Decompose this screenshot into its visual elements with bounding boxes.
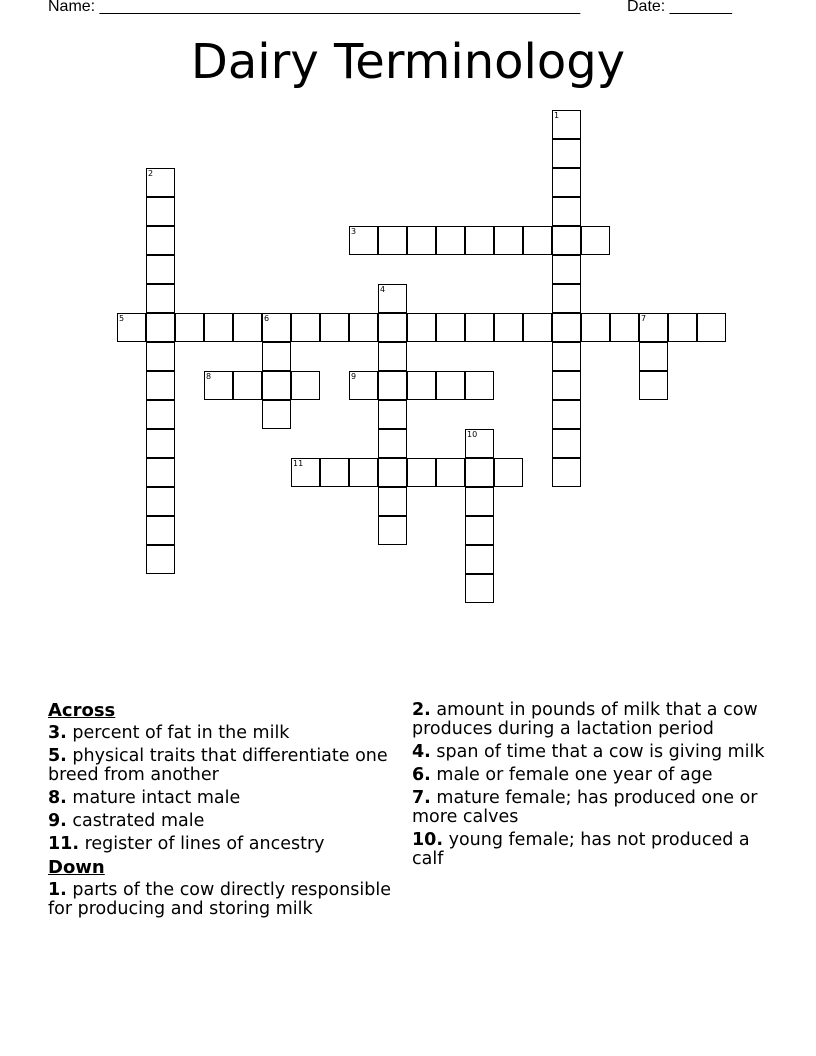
grid-cell[interactable]: [146, 516, 175, 545]
cell-number: 10: [467, 430, 478, 439]
grid-cell[interactable]: [378, 342, 407, 371]
clue-number: 11.: [48, 834, 80, 854]
grid-cell[interactable]: [320, 313, 349, 342]
grid-cell[interactable]: [146, 168, 175, 197]
grid-cell[interactable]: [378, 429, 407, 458]
grid-cell[interactable]: [349, 458, 378, 487]
clue-number: 3.: [48, 723, 67, 743]
date-line: Date: _______: [627, 0, 732, 15]
grid-cell[interactable]: [146, 342, 175, 371]
grid-cell[interactable]: [407, 371, 436, 400]
clue-text: young female; has not produced a calf: [412, 830, 750, 869]
grid-cell[interactable]: [552, 255, 581, 284]
grid-cell[interactable]: [146, 429, 175, 458]
clue-number: 1.: [48, 880, 67, 900]
grid-cell[interactable]: [465, 458, 494, 487]
grid-cell[interactable]: [523, 313, 552, 342]
grid-cell[interactable]: [262, 342, 291, 371]
grid-cell[interactable]: [668, 313, 697, 342]
grid-cell[interactable]: [378, 226, 407, 255]
clue-down-6: [412, 766, 777, 785]
clues-left-column: [48, 701, 393, 923]
grid-cell[interactable]: [175, 313, 204, 342]
grid-cell[interactable]: [494, 226, 523, 255]
grid-cell[interactable]: [552, 313, 581, 342]
grid-cell[interactable]: [465, 516, 494, 545]
clue-down-1: [48, 881, 393, 919]
grid-cell[interactable]: [146, 197, 175, 226]
grid-cell[interactable]: [378, 313, 407, 342]
grid-cell[interactable]: [407, 226, 436, 255]
grid-cell[interactable]: [581, 226, 610, 255]
clue-down-10: [412, 831, 777, 869]
grid-cell[interactable]: [233, 371, 262, 400]
cell-number: 8: [206, 372, 212, 381]
grid-cell[interactable]: [378, 400, 407, 429]
grid-cell[interactable]: [465, 429, 494, 458]
grid-cell[interactable]: [291, 371, 320, 400]
grid-cell[interactable]: [146, 226, 175, 255]
grid-cell[interactable]: [349, 371, 378, 400]
grid-cell[interactable]: [204, 313, 233, 342]
grid-cell[interactable]: [146, 313, 175, 342]
grid-cell[interactable]: [552, 226, 581, 255]
grid-cell[interactable]: [639, 313, 668, 342]
cell-number: 1: [554, 111, 560, 120]
grid-cell[interactable]: [146, 400, 175, 429]
clue-number: 4.: [412, 742, 431, 762]
grid-cell[interactable]: [349, 226, 378, 255]
grid-cell[interactable]: [465, 545, 494, 574]
clue-text: mature female; has produced one or more calves: [412, 788, 758, 827]
grid-cell[interactable]: [291, 313, 320, 342]
grid-cell[interactable]: [581, 313, 610, 342]
clue-across-8: [48, 789, 393, 808]
grid-cell[interactable]: [465, 371, 494, 400]
across-heading: Across: [48, 700, 116, 721]
cell-number: 3: [351, 227, 357, 236]
grid-cell[interactable]: [436, 458, 465, 487]
grid-cell[interactable]: [146, 255, 175, 284]
grid-cell[interactable]: [552, 284, 581, 313]
grid-cell[interactable]: [378, 458, 407, 487]
cell-number: 11: [293, 459, 304, 468]
clue-across-11: [48, 835, 393, 854]
cell-number: 2: [148, 169, 154, 178]
clue-number: 7.: [412, 788, 431, 808]
grid-cell[interactable]: [378, 371, 407, 400]
grid-cell[interactable]: [552, 342, 581, 371]
grid-cell[interactable]: [262, 313, 291, 342]
clue-number: 2.: [412, 700, 431, 720]
grid-cell[interactable]: [465, 487, 494, 516]
grid-cell[interactable]: [146, 371, 175, 400]
clue-text: mature intact male: [72, 788, 241, 808]
grid-cell[interactable]: [494, 458, 523, 487]
clue-number: 6.: [412, 765, 431, 785]
name-line: Name: ______________________________________________________: [48, 0, 581, 15]
clue-text: amount in pounds of milk that a cow produces during a lactation period: [412, 700, 758, 739]
cell-number: 7: [641, 314, 647, 323]
grid-cell[interactable]: [262, 400, 291, 429]
grid-cell[interactable]: [552, 371, 581, 400]
grid-cell[interactable]: [146, 458, 175, 487]
grid-cell[interactable]: [262, 371, 291, 400]
grid-cell[interactable]: [233, 313, 262, 342]
cell-number: 9: [351, 372, 357, 381]
grid-cell[interactable]: [146, 487, 175, 516]
grid-cell[interactable]: [291, 458, 320, 487]
clue-text: register of lines of ancestry: [84, 834, 325, 854]
grid-cell[interactable]: [436, 226, 465, 255]
grid-cell[interactable]: [639, 371, 668, 400]
clue-text: span of time that a cow is giving milk: [436, 742, 765, 762]
clues-section: [48, 701, 788, 1001]
grid-cell[interactable]: [378, 284, 407, 313]
grid-cell[interactable]: [465, 226, 494, 255]
grid-cell[interactable]: [552, 429, 581, 458]
clue-text: parts of the cow directly responsible for producing and storing milk: [48, 880, 392, 919]
clue-down-7: [412, 789, 777, 827]
clue-text: male or female one year of age: [436, 765, 713, 785]
grid-cell[interactable]: [552, 400, 581, 429]
grid-cell[interactable]: [494, 313, 523, 342]
grid-cell[interactable]: [436, 313, 465, 342]
cell-number: 6: [264, 314, 270, 323]
grid-cell[interactable]: [639, 342, 668, 371]
clue-number: 8.: [48, 788, 67, 808]
grid-cell[interactable]: [407, 458, 436, 487]
grid-cell[interactable]: [146, 545, 175, 574]
clue-text: percent of fat in the milk: [72, 723, 290, 743]
grid-cell[interactable]: [378, 516, 407, 545]
grid-cell[interactable]: [436, 371, 465, 400]
cell-number: 5: [119, 314, 125, 323]
clue-text: castrated male: [72, 811, 205, 831]
grid-cell[interactable]: [407, 313, 436, 342]
clue-across-3: [48, 724, 393, 743]
grid-cell[interactable]: [378, 487, 407, 516]
cell-number: 4: [380, 285, 386, 294]
grid-cell[interactable]: [552, 168, 581, 197]
grid-cell[interactable]: [697, 313, 726, 342]
clue-across-5: [48, 747, 393, 785]
page-title: Dairy Terminology: [190, 34, 626, 90]
grid-cell[interactable]: [204, 371, 233, 400]
grid-cell[interactable]: [610, 313, 639, 342]
clue-down-4: [412, 743, 777, 762]
grid-cell[interactable]: [320, 458, 349, 487]
grid-cell[interactable]: [465, 574, 494, 603]
clue-number: 9.: [48, 811, 67, 831]
grid-cell[interactable]: [349, 313, 378, 342]
grid-cell[interactable]: [552, 139, 581, 168]
grid-cell[interactable]: [552, 197, 581, 226]
grid-cell[interactable]: [465, 313, 494, 342]
grid-cell[interactable]: [117, 313, 146, 342]
down-heading: Down: [48, 857, 105, 878]
grid-cell[interactable]: [552, 110, 581, 139]
grid-cell[interactable]: [146, 284, 175, 313]
grid-cell[interactable]: [523, 226, 552, 255]
clue-text: physical traits that differentiate one breed from another: [48, 746, 388, 785]
clue-number: 10.: [412, 830, 444, 850]
clue-number: 5.: [48, 746, 67, 766]
clues-right-column: [412, 701, 777, 873]
clue-down-2: [412, 701, 777, 739]
grid-cell[interactable]: [552, 458, 581, 487]
clue-across-9: [48, 812, 393, 831]
